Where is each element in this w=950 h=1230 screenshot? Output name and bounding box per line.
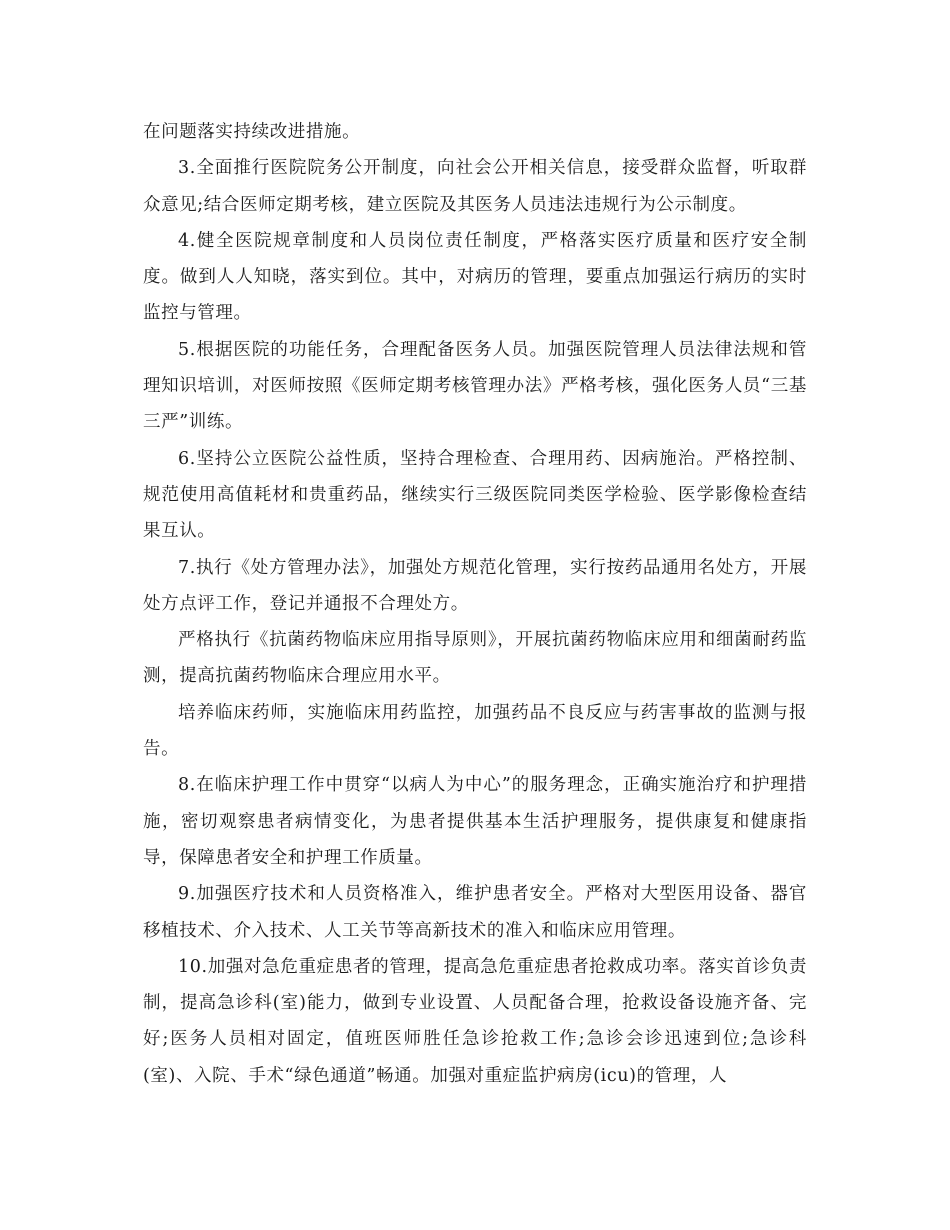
- paragraph: 在问题落实持续改进措施。: [143, 122, 361, 142]
- document-body: [143, 114, 807, 1094]
- paragraph: 4.健全医院规章制度和人员岗位责任制度，严格落实医疗质量和医疗安全制度。做到人人知晓，落实到位。其中，对病历的管理，要重点加强运行病历的实时监控与管理。: [143, 230, 807, 324]
- paragraph: 9.加强医疗技术和人员资格准入，维护患者安全。严格对大型医用设备、器官移植技术、介入技术、人工关节等高新技术的准入和临床应用管理。: [143, 884, 807, 941]
- paragraph: 6.坚持公立医院公益性质，坚持合理检查、合理用药、因病施治。严格控制、规范使用高值耗材和贵重药品，继续实行三级医院同类医学检验、医学影像检查结果互认。: [143, 448, 807, 542]
- paragraph: 3.全面推行医院院务公开制度，向社会公开相关信息，接受群众监督，听取群众意见;结合医师定期考核，建立医院及其医务人员违法违规行为公示制度。: [143, 158, 807, 215]
- paragraph: 培养临床药师，实施临床用药监控，加强药品不良反应与药害事故的监测与报告。: [143, 702, 807, 760]
- paragraph: 7.执行《处方管理办法》，加强处方规范化管理，实行按药品通用名处方，开展处方点评工作，登记并通报不合理处方。: [143, 557, 807, 614]
- paragraph: 10.加强对急危重症患者的管理，提高急危重症患者抢救成功率。落实首诊负责制，提高急诊科(室)能力，做到专业设置、人员配备合理，抢救设备设施齐备、完好;医务人员相对固定，值班医师胜任急诊抢救工作;急诊会诊迅速到位;急诊科(室)、入院、手术“绿色通道”畅通。加强对重症监护病房(icu)的管理，人: [143, 956, 807, 1086]
- paragraph: 严格执行《抗菌药物临床应用指导原则》，开展抗菌药物临床应用和细菌耐药监测，提高抗菌药物临床合理应用水平。: [143, 630, 807, 687]
- paragraph: 8.在临床护理工作中贯穿“以病人为中心”的服务理念，正确实施治疗和护理措施，密切观察患者病情变化，为患者提供基本生活护理服务，提供康复和健康指导，保障患者安全和护理工作质量。: [143, 775, 807, 868]
- paragraph: 5.根据医院的功能任务，合理配备医务人员。加强医院管理人员法律法规和管理知识培训，对医师按照《医师定期考核管理办法》严格考核，强化医务人员“三基三严”训练。: [143, 339, 807, 433]
